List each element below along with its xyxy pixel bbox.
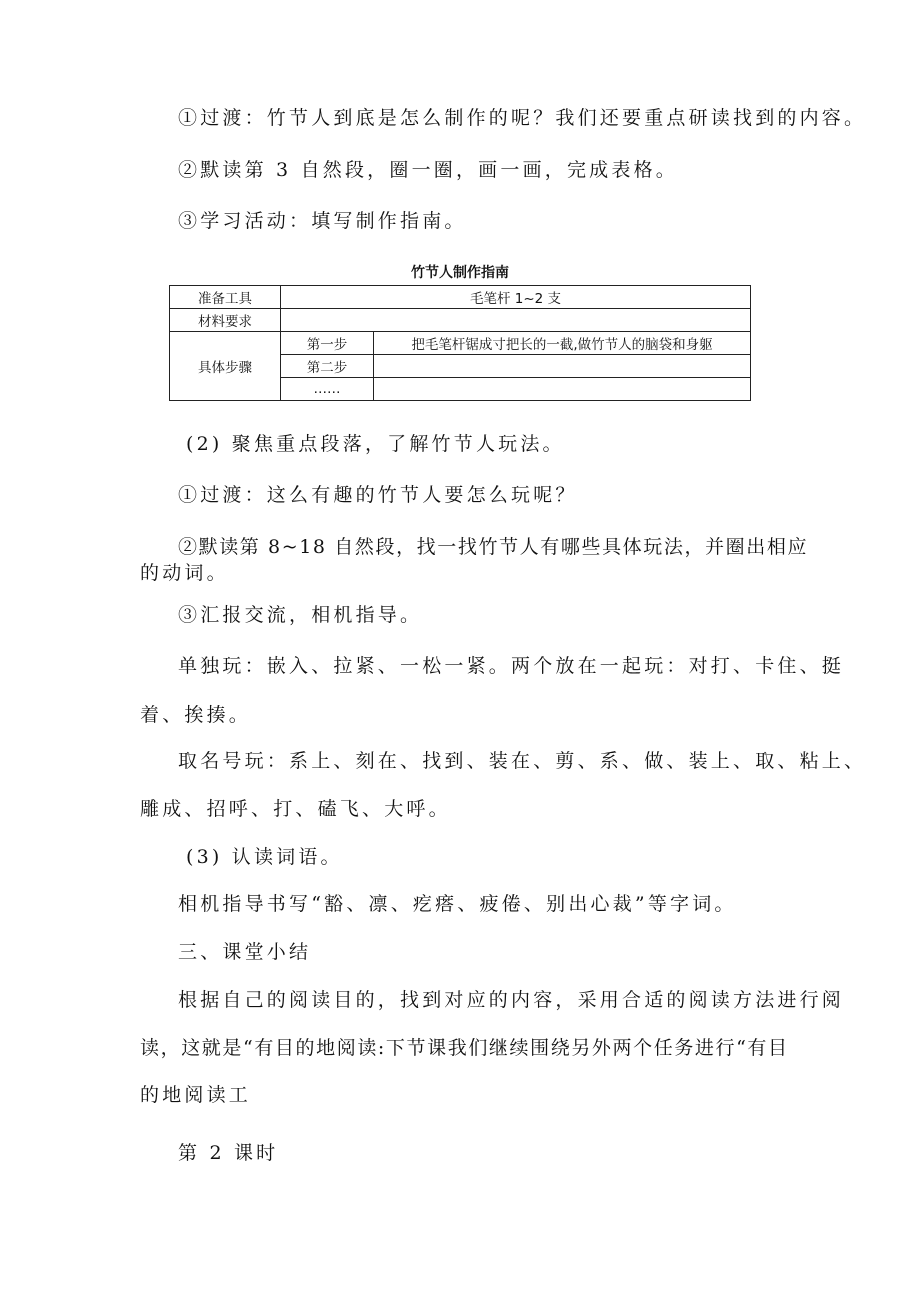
step3-label: ……	[281, 378, 374, 401]
table-row	[170, 332, 751, 355]
paragraph-activity: ③学习活动：填写制作指南。	[178, 210, 467, 232]
paragraph-solo-play-b: 着、挨揍。	[140, 704, 252, 726]
step1-label: 第一步	[281, 332, 374, 355]
section-heading-summary: 三、课堂小结	[178, 941, 312, 963]
lesson-heading: 第 2 课时	[178, 1142, 279, 1164]
paragraph-summary-b: 读，这就是“有目的地阅读:下节课我们继续围绕另外两个任务进行“有目	[140, 1037, 789, 1059]
step3-value	[374, 378, 751, 401]
paragraph-silent-read-2-a: ②默读第 8~18 自然段，找一找竹节人有哪些具体玩法，并圈出相应	[178, 536, 809, 558]
step2-value	[374, 355, 751, 378]
step1-value: 把毛笔杆锯成寸把长的一截,做竹节人的脑袋和身躯	[374, 332, 751, 355]
table-row	[170, 286, 751, 309]
making-guide-table	[169, 285, 751, 401]
section-heading-3: (3) 认读词语。	[186, 846, 343, 868]
paragraph-naming-play-b: 雕成、招呼、打、磕飞、大呼。	[140, 798, 451, 820]
tools-value: 毛笔杆 1~2 支	[281, 286, 751, 309]
paragraph-solo-play-a: 单独玩：嵌入、拉紧、一松一紧。两个放在一起玩：对打、卡住、挺	[178, 655, 845, 677]
tools-label: 准备工具	[170, 286, 281, 309]
table-row	[170, 309, 751, 332]
table-caption: 竹节人制作指南	[411, 265, 509, 281]
paragraph-report: ③汇报交流，相机指导。	[178, 604, 423, 626]
paragraph-summary-c: 的地阅读工	[140, 1084, 252, 1106]
step2-label: 第二步	[281, 355, 374, 378]
materials-label: 材料要求	[170, 309, 281, 332]
paragraph-naming-play-a: 取名号玩：系上、刻在、找到、装在、剪、系、做、装上、取、粘上、	[178, 750, 867, 772]
paragraph-transition-2: ①过渡：这么有趣的竹节人要怎么玩呢？	[178, 484, 578, 506]
materials-value	[281, 309, 751, 332]
section-heading-2: (2) 聚焦重点段落，了解竹节人玩法。	[186, 433, 565, 455]
paragraph-writing-guidance: 相机指导书写“豁、凛、疙瘩、疲倦、别出心裁”等字词。	[178, 893, 737, 915]
paragraph-silent-read-2-b: 的动词。	[140, 562, 229, 584]
paragraph-summary-a: 根据自己的阅读目的，找到对应的内容，采用合适的阅读方法进行阅	[178, 989, 845, 1011]
paragraph-transition-1: ①过渡：竹节人到底是怎么制作的呢？我们还要重点研读找到的内容。	[178, 107, 867, 129]
steps-label: 具体步骤	[170, 332, 281, 401]
paragraph-silent-read-1: ②默读第 3 自然段，圈一圈，画一画，完成表格。	[178, 159, 678, 181]
